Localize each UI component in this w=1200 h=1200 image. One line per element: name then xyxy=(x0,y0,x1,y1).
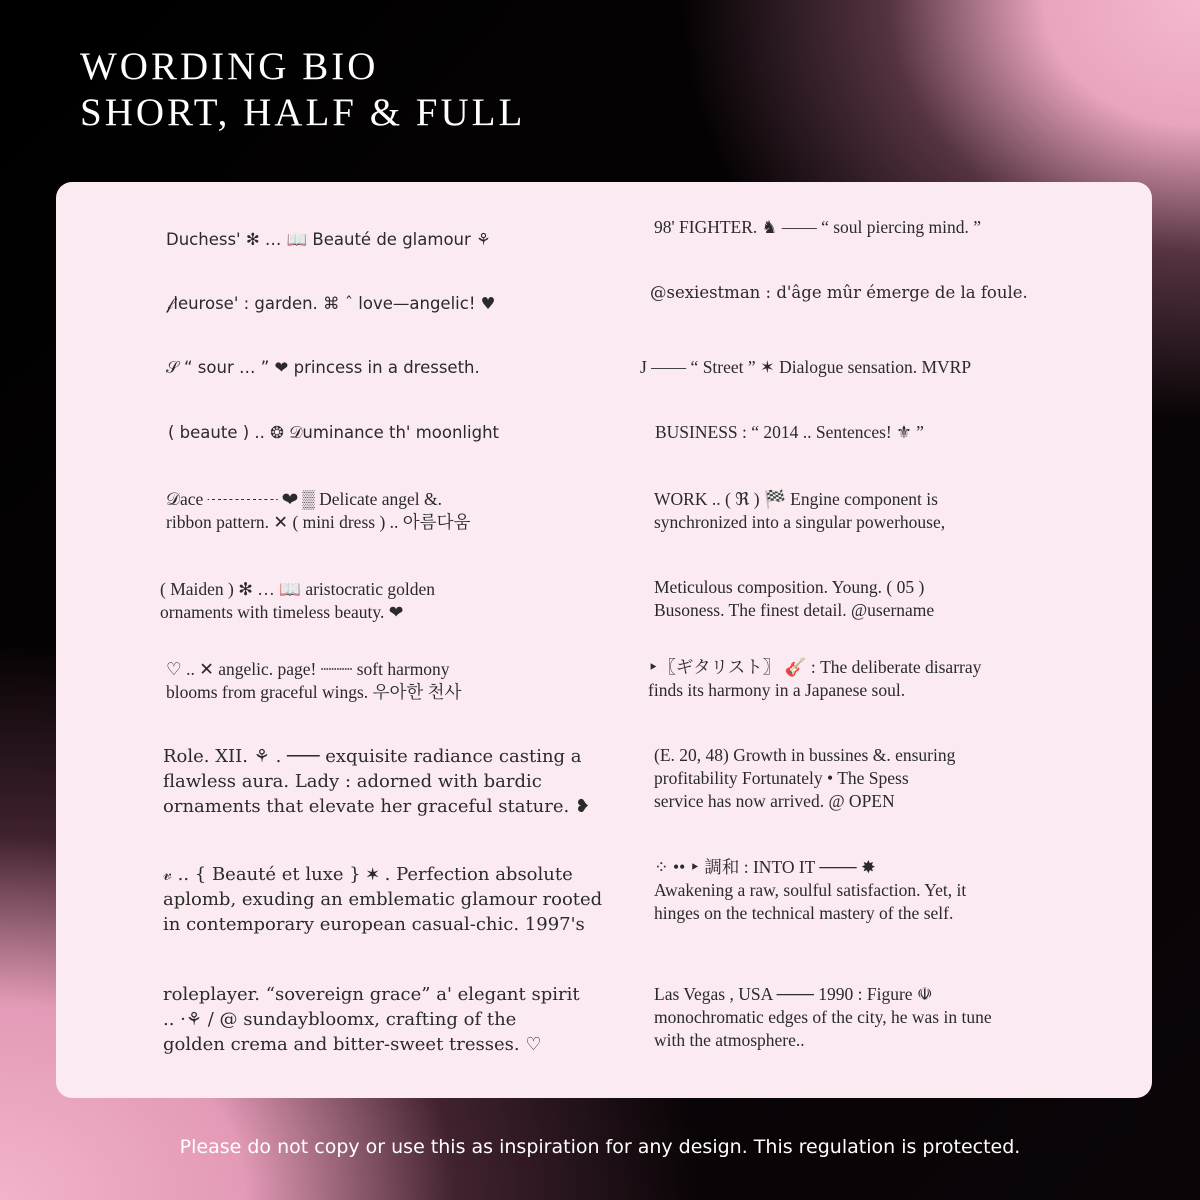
page-title xyxy=(80,44,525,136)
bio-line: ( beaute ) .. ❂ 𝒟uminance th' moonlight xyxy=(168,423,500,442)
bio-line: flawless aura. Lady : adorned with bardic xyxy=(163,771,542,792)
bio-line: golden crema and bitter-sweet tresses. ♡ xyxy=(163,1034,542,1055)
bio-entry-left-4 xyxy=(168,421,499,444)
bio-entry-right-4 xyxy=(655,421,924,444)
bio-line: with the atmosphere.. xyxy=(654,1030,805,1050)
bio-entry-left-9 xyxy=(163,862,602,937)
bio-entry-right-2 xyxy=(650,281,1028,304)
bio-line: 98' FIGHTER. ♞ —— “ soul piercing mind. ” xyxy=(654,217,981,237)
bio-line: synchronized into a singular powerhouse, xyxy=(654,512,946,532)
bio-line: ribbon pattern. ✕ ( mini dress ) .. 아름다움 xyxy=(166,512,471,532)
bio-line: ornaments with timeless beauty. ❤ xyxy=(160,602,404,622)
bio-line: profitability Fortunately • The Spess xyxy=(654,768,909,788)
bio-line: in contemporary european casual-chic. 1997's xyxy=(163,914,585,935)
bio-card xyxy=(56,182,1152,1098)
bio-line: Awakening a raw, soulful satisfaction. Yet, it xyxy=(654,880,967,900)
bio-entry-right-7 xyxy=(648,656,981,702)
bio-line: Role. XII. ⚘ . ─── exquisite radiance casting a xyxy=(163,746,582,767)
bio-entry-right-6 xyxy=(654,576,934,622)
bio-entry-left-10 xyxy=(163,982,580,1057)
bio-line: Busoness. The finest detail. @username xyxy=(654,600,935,620)
bio-line: 𝒟ace ┈┈┈┈ ❤ ▒ Delicate angel &. xyxy=(166,489,443,509)
bio-line: monochromatic edges of the city, he was in tune xyxy=(654,1007,992,1027)
bio-line: roleplayer. “sovereign grace” a' elegant spirit xyxy=(163,984,580,1005)
bio-entry-left-5 xyxy=(166,488,470,534)
bio-line: hinges on the technical mastery of the self. xyxy=(654,903,954,923)
bio-line: ‣〖ギタリスト〗 🎸 : The deliberate disarray xyxy=(648,657,982,677)
bio-line: ornaments that elevate her graceful stature. ❥ xyxy=(163,796,591,817)
bio-line: ⁘ •• ‣ 調和 : INTO IT ─── ✸ xyxy=(654,857,876,877)
bio-line: service has now arrived. @ OPEN xyxy=(654,791,895,811)
bio-entry-right-9 xyxy=(654,856,966,925)
bio-entry-left-7 xyxy=(166,658,461,704)
bio-entry-left-8 xyxy=(163,744,590,819)
bio-line: aplomb, exuding an emblematic glamour rooted xyxy=(163,889,603,910)
bio-line: Meticulous composition. Young. ( 05 ) xyxy=(654,577,925,597)
bio-line: J —— “ Street ” ✶ Dialogue sensation. MVRP xyxy=(640,357,972,377)
bio-line: blooms from graceful wings. 우아한 천사 xyxy=(166,682,462,702)
bio-entry-right-1 xyxy=(654,216,981,239)
bio-entry-left-2 xyxy=(166,292,495,315)
bio-line: Duchess' ✻ … 📖 Beauté de glamour ⚘ xyxy=(166,230,491,249)
bio-line: ♡ .. ✕ angelic. page! ┈┈┈ soft harmony xyxy=(166,659,450,679)
bio-entry-left-6 xyxy=(160,578,435,624)
bio-line: 𝓋 .. { Beauté et luxe } ✶ . Perfection absolute xyxy=(163,864,573,885)
bio-entry-right-3 xyxy=(640,356,971,379)
bio-line: (E. 20, 48) Growth in bussines &. ensuring xyxy=(654,745,956,765)
bio-line: 𝒻leurose' : garden. ⌘ ˆ love—angelic! ♥ xyxy=(166,294,496,313)
bio-entry-right-8 xyxy=(654,744,955,813)
title-line-2: SHORT, HALF & FULL xyxy=(80,91,526,134)
bio-entry-left-3 xyxy=(166,356,480,379)
title-line-1: WORDING BIO xyxy=(80,45,379,88)
bio-entry-right-5 xyxy=(654,488,945,534)
copyright-notice: Please do not copy or use this as inspiration for any design. This regulation is protected. xyxy=(179,1136,1021,1158)
bio-line: .. ·⚘ / @ sundaybloomx, crafting of the xyxy=(163,1009,517,1030)
bio-line: BUSINESS : “ 2014 .. Sentences! ⚜ ” xyxy=(655,422,924,442)
bio-line: ( Maiden ) ✻ … 📖 aristocratic golden xyxy=(160,579,436,599)
bio-line: WORK .. ( ℜ ) 🏁 Engine component is xyxy=(654,489,938,509)
bio-line: Las Vegas , USA ─── 1990 : Figure ☫ xyxy=(654,984,933,1004)
bio-line: finds its harmony in a Japanese soul. xyxy=(648,680,906,700)
bio-line: @sexiestman : d'âge mûr émerge de la foule. xyxy=(650,283,1028,302)
bio-entry-right-10 xyxy=(654,983,992,1052)
bio-entry-left-1 xyxy=(166,228,491,251)
bio-line: 𝒮 “ sour … ” ❤ princess in a dresseth. xyxy=(166,358,480,377)
